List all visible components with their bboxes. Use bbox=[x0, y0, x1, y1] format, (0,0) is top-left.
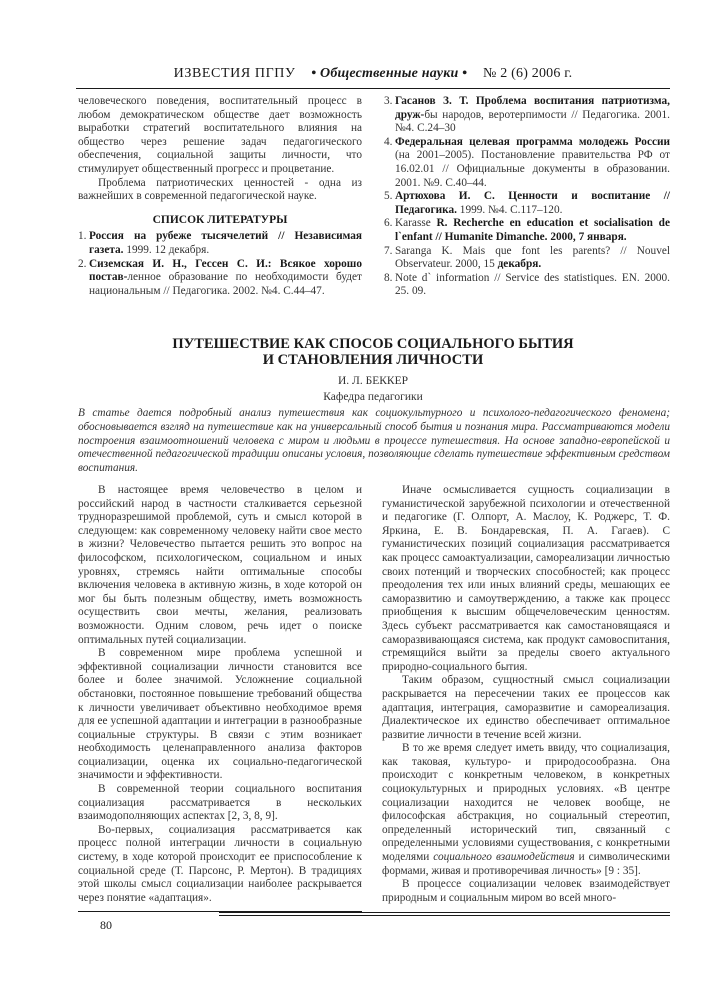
reference-item: 2. Сиземская И. Н., Гессен С. И.: Всякое хорошо постав-ленное образование по необходимости будет национальным // Педагогика. 2002. №4. С.44–47. bbox=[78, 257, 362, 297]
paragraph: В то же время следует иметь ввиду, что социализация, как таковая, культуро- и природосообразна. Она происходит с конкретным человеком, в конкретных социокультурных и природных условиях. «В центре социализации находится не человек вообще, не философская абстракция, но социальный стереотип, определенный исторический тип, связанный с определенными условиями существования, с конкретными моделями социального взаимодействия и символическими формами, живая и противоречивая личность» [9 : 35]. bbox=[382, 742, 670, 877]
article-right-column bbox=[382, 484, 670, 905]
paragraph: В процессе социализации человек взаимодействует природным и социальным миром во всей много- bbox=[382, 878, 670, 904]
article-department: Кафедра педагогики bbox=[323, 391, 423, 403]
paragraph: Иначе осмысливается сущность социализации в гуманистической зарубежной психологии и отечественной и педагогике (Г. Олпорт, А. Маслоу, К. Роджерс, Т. Ф. Яркина, Е. В. Бондаревская, П. А. Гагаев). С гуманистических позиций социализация рассматривается как процесс самоактуализации, самореализации личностью своих потенций и творческих способностей; как процесс преодоления тех или иных влияний среды, мешающих ее саморазвитию и самоутверждению, а также как процесс приобщения к высшим общечеловеческим ценностям. Здесь субъект рассматривается как самостановящаяся и саморазвивающаяся система, как продукт самовоспитания, стремящийся выйти за пределы своего актуального природно-социального бытия. bbox=[382, 484, 670, 673]
prev-article-right-column bbox=[384, 95, 670, 299]
paragraph: Проблема патриотических ценностей - одна из важнейших в современной педагогической науке. bbox=[78, 176, 362, 203]
reference-item: 6. Karasse R. Recherche en education et socialisation de l`enfant // Humanite Dimanche. 2000, 7 января. bbox=[384, 217, 670, 243]
reference-item: 8. Note d` information // Service des statistiques. EN. 2000. 25. 09. bbox=[384, 271, 670, 298]
paragraph: Таким образом, сущностный смысл социализации раскрывается на пересечении таких ее процессов как адаптация, интеграция, саморазвитие и самореализация. Диалектическое их единство обеспечивает оптимальное развитие личности в течение всей жизни. bbox=[382, 674, 670, 741]
paragraph: В современном мире проблема успешной и эффективной социализации личности становится все более и более значимой. Усложнение социальной обстановки, постоянное повышение требований общества к личности увеличивает объективно необходимое время для ее успешной адаптации и интеграции в разнообразные социальные структуры. В связи с этим возникает необходимость целенаправленного анализа факторов социализации, оценка их социально-педагогической значимости и эффективности. bbox=[78, 647, 362, 782]
reference-item: 7. Saranga K. Mais que font les parents? // Nouvel Observateur. 2000, 15 декабря. bbox=[384, 244, 670, 271]
section-name: • Общественные науки • bbox=[311, 66, 468, 81]
issue-number: № 2 (6) 2006 г. bbox=[483, 66, 573, 81]
article-abstract: В статье дается подробный анализ путешествия как социокультурного и психолого-педагогического феномена; обосновывается взгляд на путешествие как на универсальный способ бытия и познания мира. Рассматриваются модели построения взаимоотношений человека с миром и людьми в процессе путешествия. На основе западно-европейской и отечественной педагогической традиции описаны условия, позволяющие сделать путешествие эффективным средством воспитания. bbox=[78, 407, 670, 475]
paragraph: человеческого поведения, воспитательный процесс в любом демократическом обществе дает возможность выработки стратегий воспитательного влияния на общество через решение задач педагогического обеспечения, социальной защиты личности, что стимулирует общественный прогресс и процветание. bbox=[78, 95, 362, 175]
reference-item: 3. Гасанов З. Т. Проблема воспитания патриотизма, друж-бы народов, веротерпимости // Педагогика. 2001. №4. С.24–30 bbox=[384, 95, 670, 135]
paragraph: В настоящее время человечество в целом и российский народ в частности сталкивается серьезной трудноразрешимой проблемой, суть и смысл которой в следующем: как современному человеку найти свое место в жизни? Человечество пытается решить это вопрос на философском, психологическом, социальном и иных уровнях, стремясь найти оптимальные способы включения человека в активную жизнь, в ходе которой он мог бы быть полезным обществу, иметь возможность осуществить свои мечты, желания, реализовать возможности. Одним словом, речь идет о поиске оптимальных путей социализации. bbox=[78, 484, 362, 646]
reference-item: 5. Артюхова И. С. Ценности и воспитание // Педагогика. 1999. №4. С.117–120. bbox=[384, 190, 670, 216]
footer-rule-right bbox=[219, 912, 670, 913]
article-author: И. Л. БЕККЕР bbox=[338, 375, 408, 387]
paragraph: Во-первых, социализация рассматривается как процесс полной интеграции личности в социальную систему, в ходе которой происходит ее приспособление к социальной среде (Т. Парсонс, Р. Мертон). В традициях этой школы смысл социализации наиболее раскрывается через понятие «адаптация». bbox=[78, 823, 362, 904]
paragraph: В современной теории социального воспитания социализация рассматривается в нескольких взаимодополняющих аспектах [2, 3, 8, 9]. bbox=[78, 783, 362, 823]
article-title: ПУТЕШЕСТВИЕ КАК СПОСОБ СОЦИАЛЬНОГО БЫТИЯ И СТАНОВЛЕНИЯ ЛИЧНОСТИ bbox=[172, 336, 574, 368]
article-left-column bbox=[78, 484, 362, 905]
footer-rule-right-double bbox=[219, 915, 670, 916]
reference-item: 1. Россия на рубеже тысячелетий // Независимая газета. 1999. 12 декабря. bbox=[78, 230, 362, 256]
references-title: СПИСОК ЛИТЕРАТУРЫ bbox=[152, 213, 288, 226]
page-number: 80 bbox=[100, 918, 112, 932]
header-rule bbox=[76, 88, 670, 89]
prev-article-left-column bbox=[78, 95, 362, 298]
reference-item: 4. Федеральная целевая программа молодежь России (на 2001–2005). Постановление правительства РФ от 16.02.01 // Официальные документы в образовании. 2001. №9. С.40–44. bbox=[384, 135, 670, 189]
running-header bbox=[76, 66, 670, 86]
journal-name: ИЗВЕСТИЯ ПГПУ bbox=[173, 66, 296, 81]
